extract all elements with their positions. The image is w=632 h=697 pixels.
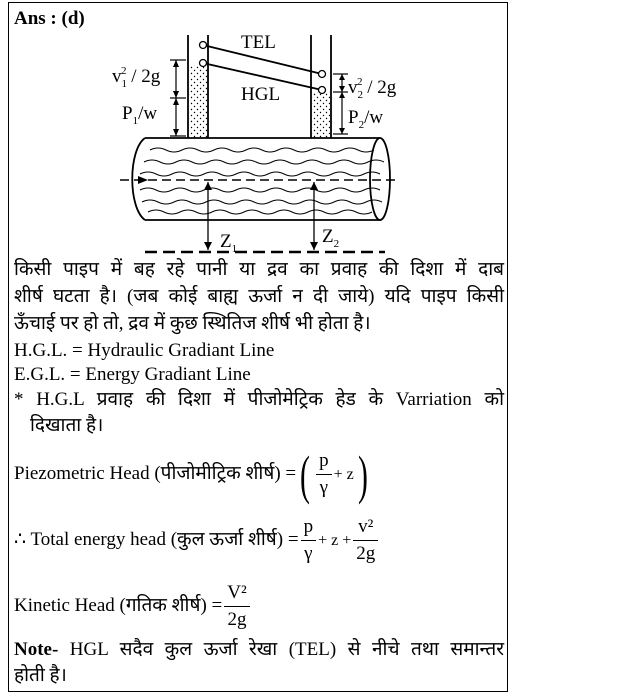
hgl-label: HGL [241, 84, 281, 105]
note-text-1: HGL सदैव कुल ऊर्जा रेखा (TEL) से नीचे तथा समान्तर [58, 639, 504, 660]
kinetic-head-equation [14, 576, 252, 636]
answer-label: Ans : (d) [14, 8, 85, 29]
hgl-definition: H.G.L. = Hydraulic Gradiant Line [14, 340, 275, 361]
v2-label: $v_22 / 2g$ [348, 76, 397, 101]
hindi-line-3: ऊँचाई पर हो तो, द्रव में कुछ स्थितिज शीर्ष भी होता है। [14, 313, 371, 334]
total-fraction-1 [301, 514, 317, 567]
z1-label: $Z_1$ [220, 231, 238, 255]
total-energy-head-equation [14, 510, 380, 571]
hindi-line-2: शीर्ष घटता है। (जब कोई बाह्य ऊर्जा न दी जाये) यदि पाइप किसी [14, 286, 504, 307]
piezo-numerator: p [316, 448, 332, 475]
paren-close: ) [357, 444, 368, 505]
piezo-label: Piezometric Head (पीजोमीट्रिक शीर्ष) = [14, 463, 297, 484]
p2-label: $P_2/w$ [348, 107, 384, 131]
total-denominator-1: γ [304, 543, 313, 565]
hindi-line-1: किसी पाइप में बह रहे पानी या द्रव का प्रवाह की दिशा में दाब [14, 259, 504, 280]
total-denominator-2: 2g [356, 543, 376, 565]
pipe-flow-diagram [100, 30, 420, 260]
note-line-1 [14, 638, 504, 662]
total-numerator-2: v² [353, 514, 378, 541]
z2-label: $Z_2$ [322, 226, 340, 250]
piezo-fraction [316, 448, 332, 501]
piezometric-head-equation [14, 444, 372, 505]
piezo-tail: + z [333, 466, 354, 483]
total-mid: + z + [318, 532, 352, 549]
paren-open: ( [300, 444, 311, 505]
kinetic-fraction [224, 580, 249, 633]
v1-label: $v_12 / 2g$ [112, 65, 161, 90]
total-numerator-1: p [301, 514, 317, 541]
kinetic-numerator: V² [224, 580, 249, 607]
kinetic-label: Kinetic Head (गतिक शीर्ष) = [14, 595, 223, 616]
piezo-denominator: γ [319, 477, 329, 499]
tel-label: TEL [241, 32, 276, 53]
p1-label: $P_1/w$ [122, 103, 158, 127]
pipe [120, 138, 400, 220]
star-note-line-2: दिखाता है। [30, 415, 104, 436]
note-label: Note- [14, 639, 59, 660]
kinetic-denominator: 2g [227, 609, 247, 631]
egl-definition: E.G.L. = Energy Gradiant Line [14, 364, 251, 385]
star-note-line-1: * H.G.L प्रवाह की दिशा में पीजोमेट्रिक हेड के Varriation को [14, 389, 504, 410]
piezometer-tube-left [188, 35, 208, 138]
total-fraction-2 [353, 514, 378, 567]
total-label: ∴ Total energy head (कुल ऊर्जा शीर्ष) = [14, 529, 299, 550]
note-line-2: होती है। [14, 665, 67, 686]
